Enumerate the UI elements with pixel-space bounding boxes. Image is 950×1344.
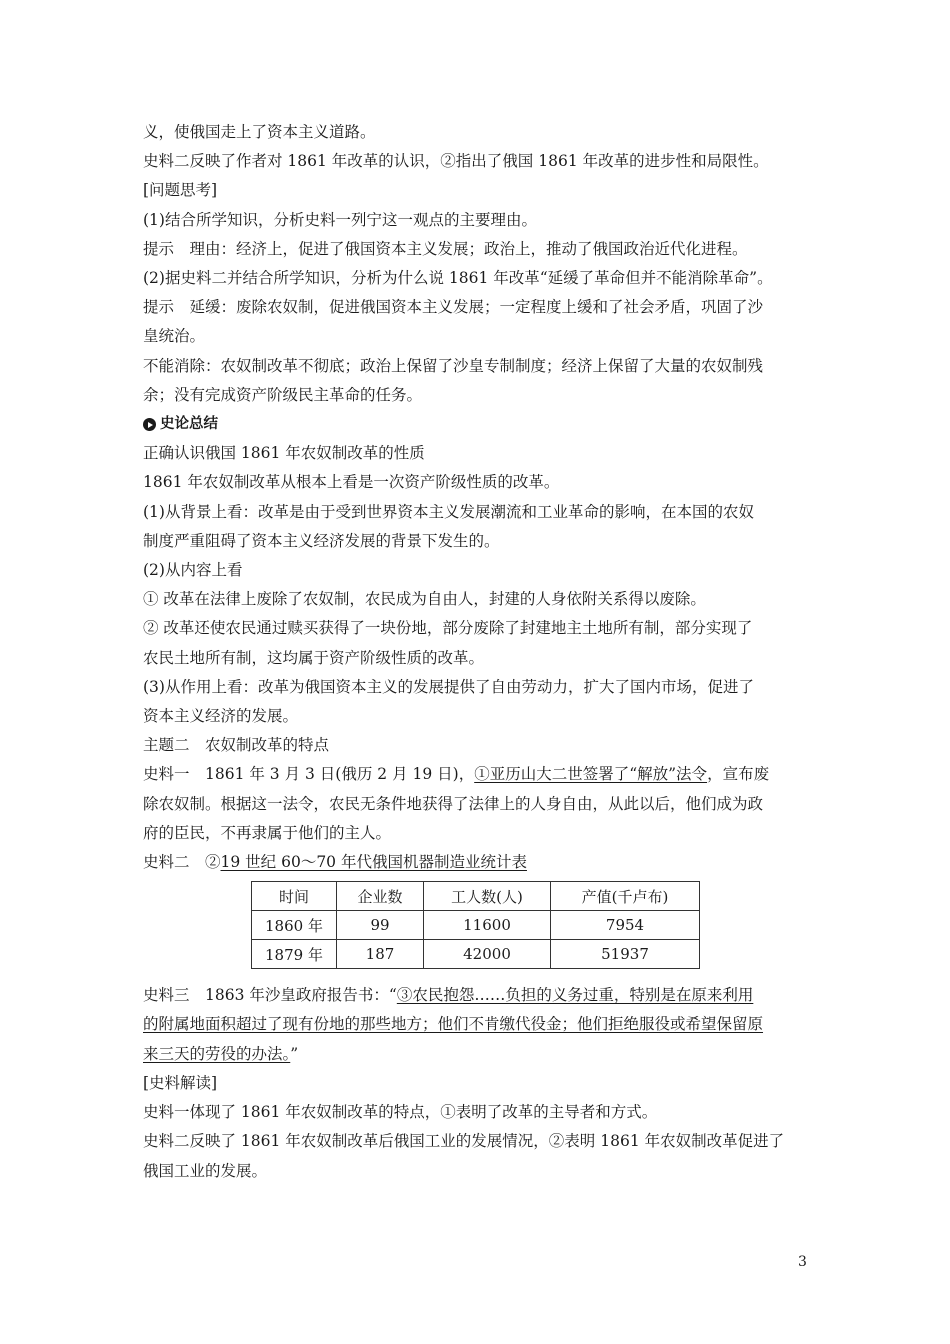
text-line: (2)从内容上看 <box>143 561 243 580</box>
table-cell: 11600 <box>424 911 551 940</box>
source-three: 史料三 1863 年沙皇政府报告书：“③农民抱怨……负担的义务过重，特别是在原来利用 <box>143 986 754 1005</box>
text-line: 正确认识俄国 1861 年农奴制改革的性质 <box>143 444 425 463</box>
section-title: 主题二 农奴制改革的特点 <box>143 736 330 755</box>
underlined-quote: ③农民抱怨……负担的义务过重，特别是在原来利用 <box>396 986 754 1005</box>
summary-heading <box>143 410 815 439</box>
table-row <box>252 911 700 940</box>
table-cell: 99 <box>337 911 424 940</box>
underlined-quote: 来三天的劳役的办法。 <box>143 1044 291 1063</box>
text-line: [问题思考] <box>143 181 218 200</box>
table-header-row <box>252 882 700 911</box>
source-two: 史料二 ②19 世纪 60～70 年代俄国机器制造业统计表 <box>143 853 527 872</box>
table-cell: 51937 <box>551 940 700 969</box>
text-line: (2)据史料二并结合所学知识，分析为什么说 1861 年改革“延缓了革命但并不能消除革命”。 <box>143 269 773 288</box>
table-cell: 42000 <box>424 940 551 969</box>
underlined-quote: 的附属地面积超过了现有份地的那些地方；他们不肯缴代役金；他们拒绝服役或希望保留原 <box>143 1015 764 1034</box>
text-line <box>143 1010 815 1039</box>
statistics-table <box>251 881 700 969</box>
text-line: 来三天的劳役的办法。” <box>143 1044 299 1063</box>
table-header: 工人数(人) <box>424 882 551 911</box>
table-header: 企业数 <box>337 882 424 911</box>
text-line: 府的臣民，不再隶属于他们的主人。 <box>143 823 392 842</box>
text-line: 俄国工业的发展。 <box>143 1161 268 1180</box>
text-line: 提示 延缓：废除农奴制，促进俄国资本主义发展；一定程度上缓和了社会矛盾，巩固了沙 <box>143 298 764 317</box>
text-line: 义，使俄国走上了资本主义道路。 <box>143 123 376 141</box>
text-line: 除农奴制。根据这一法令，农民无条件地获得了法律上的人身自由，从此以后，他们成为政 <box>143 794 764 813</box>
source-one: 史料一 1861 年 3 月 3 日(俄历 2 月 19 日)，①亚历山大二世签署了“解放”法令，宣布废 <box>143 765 770 784</box>
text-line: (1)结合所学知识，分析史料一列宁这一观点的主要理由。 <box>143 210 537 229</box>
text-line: 农民土地所有制，这均属于资产阶级性质的改革。 <box>143 648 485 667</box>
table-row <box>252 940 700 969</box>
summary-heading-label: 史论总结 <box>160 416 218 433</box>
table-cell: 7954 <box>551 911 700 940</box>
table-caption: 19 世纪 60～70 年代俄国机器制造业统计表 <box>220 853 527 872</box>
table-cell: 187 <box>337 940 424 969</box>
text-line: 史料二反映了作者对 1861 年改革的认识，②指出了俄国 1861 年改革的进步性和局限性。 <box>143 152 769 171</box>
table-header: 产值(千卢布) <box>551 882 700 911</box>
text-line: (1)从背景上看：改革是由于受到世界资本主义发展潮流和工业革命的影响，在本国的农奴 <box>143 502 754 521</box>
document-body <box>143 118 815 1186</box>
page-number: 3 <box>798 1254 807 1270</box>
text-line: (3)从作用上看：改革为俄国资本主义的发展提供了自由劳动力，扩大了国内市场，促进了 <box>143 677 754 696</box>
text-line: 资本主义经济的发展。 <box>143 707 299 726</box>
text-line: 制度严重阻碍了资本主义经济发展的背景下发生的。 <box>143 531 500 550</box>
text-line: ② 改革还使农民通过赎买获得了一块份地，部分废除了封建地主土地所有制，部分实现了 <box>143 619 753 638</box>
text-line: 史料一体现了 1861 年农奴制改革的特点，①表明了改革的主导者和方式。 <box>143 1103 658 1122</box>
table-cell: 1860 年 <box>252 911 337 940</box>
text-line: 1861 年农奴制改革从根本上看是一次资产阶级性质的改革。 <box>143 473 560 492</box>
table-header: 时间 <box>252 882 337 911</box>
text-line: 皇统治。 <box>143 327 206 346</box>
text-line: 提示 理由：经济上，促进了俄国资本主义发展；政治上，推动了俄国政治近代化进程。 <box>143 239 748 258</box>
play-circle-icon <box>143 418 156 431</box>
text-line: [史料解读] <box>143 1073 218 1092</box>
table-cell: 1879 年 <box>252 940 337 969</box>
text-line: 余；没有完成资产阶级民主革命的任务。 <box>143 385 423 404</box>
text-line: ① 改革在法律上废除了农奴制，农民成为自由人，封建的人身依附关系得以废除。 <box>143 590 706 609</box>
text-line: 不能消除：农奴制改革不彻底；政治上保留了沙皇专制制度；经济上保留了大量的农奴制残 <box>143 356 764 375</box>
text-line: 史料二反映了 1861 年农奴制改革后俄国工业的发展情况，②表明 1861 年农奴制改革促进了 <box>143 1132 785 1151</box>
underlined-quote: ①亚历山大二世签署了“解放”法令 <box>474 765 708 784</box>
